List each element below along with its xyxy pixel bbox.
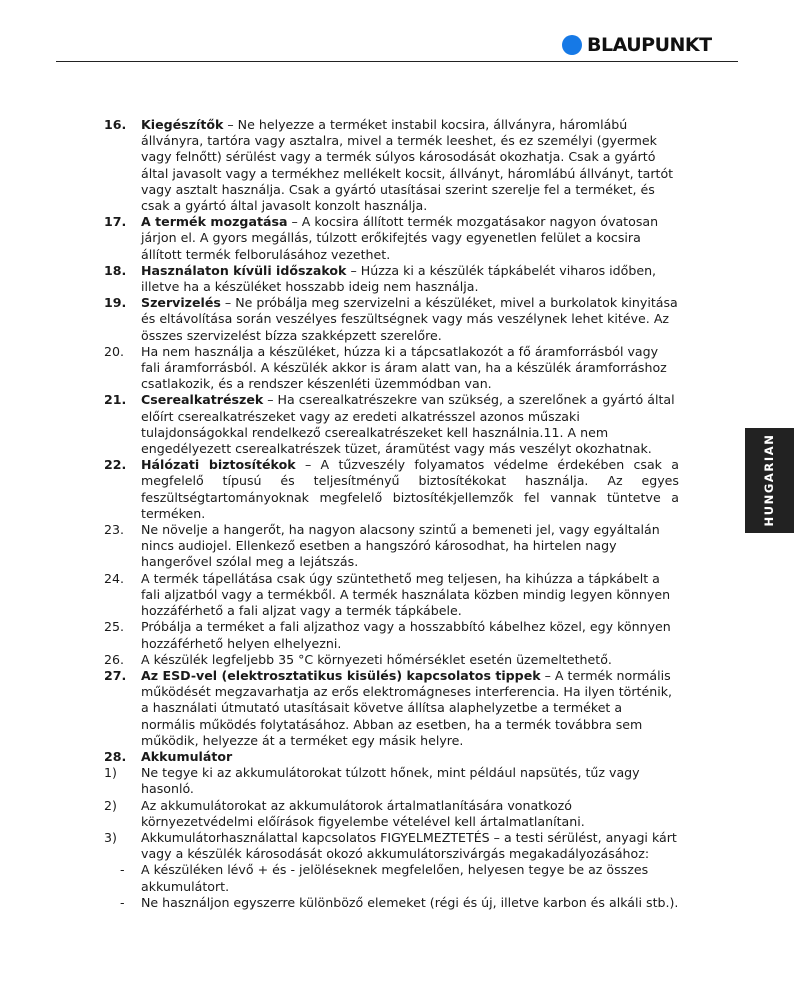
item-title: Az ESD-vel (elektrosztatikus kisülés) kapcsolatos tippek [141,667,541,683]
list-item [0,749,794,765]
list-item [0,263,794,295]
list-item [0,522,794,571]
item-number: 17. [104,214,127,230]
item-number: 27. [104,667,127,683]
item-text: Ha nem használja a készüléket, húzza ki a tápcsatlakozót a fő áramforrásból vagy fali áramforrásból. A készülék akkor is áram alatt van, ha a készülék áramforráshoz csatlakozik, és a rendszer készenléti üzemmódban van. [141,343,667,392]
item-number: 23. [104,522,125,538]
list-item [0,652,794,668]
sub-list-item [0,830,794,862]
item-number: 28. [104,748,127,764]
item-title: Akkumulátor [141,748,233,764]
list-item [0,295,794,344]
brand-name: BLAUPUNKT [587,34,712,56]
page-header [0,0,794,62]
item-text: Próbálja a terméket a fali aljzathoz vagy a hosszabbító kábelhez közel, egy könnyen hozzáférhető helyen elhelyezni. [141,619,671,651]
bullet-marker: - [120,894,125,910]
item-number: 21. [104,392,127,408]
list-item [0,214,794,263]
item-number: 19. [104,295,127,311]
sub-list-item [0,798,794,830]
item-title: Kiegészítők [141,117,224,132]
list-item [0,619,794,651]
item-title: Cserealkatrészek [141,392,264,408]
item-number: 25. [104,619,125,635]
item-text: – Húzza ki a készülék tápkábelét viharos időben, illetve ha a készüléket hosszabb ideig nem használja. [141,262,657,295]
list-item [0,344,794,393]
safety-instructions [0,117,794,911]
brand-logo [562,32,712,58]
item-text: – A tűzveszély folyamatos védelme érdekében csak a megfelelő típusú és teljesítményű biztosítékokat használja. Az egyes feszültségtartományoknak megfelelő biztosítékjellemzők fel vannak tüntetve a terméken. [141,457,679,521]
brand-dot-icon [562,35,582,55]
header-divider [56,61,738,62]
item-text: Ne növelje a hangerőt, ha nagyon alacsony szintű a bemeneti jel, vagy egyáltalán nincs audiojel. Ellenkező esetben a hangszóró károsodhat, ha hirtelen nagy hangerővel szólal meg a lejátszás. [141,522,660,570]
item-number: 26. [104,651,125,667]
item-number: 22. [104,457,127,473]
item-text: – Ne helyezze a terméket instabil kocsira, állványra, háromlábú állványra, tartóra vagy asztalra, mivel a termék leeshet, és ez személyi (gyermek vagy felnőtt) sérülést vagy a termék súlyos károsodását okozhatja. Csak a gyártó által javasolt vagy a termékhez mellékelt kocsit, állványt, háromlábú állványt, tartót vagy asztalt használja. Csak a gyártó utasításai szerint szerelje fel a terméket, és csak a gyártó által javasolt konzolt használja. [141,117,674,214]
item-text: A készülék legfeljebb 35 °C környezeti hőmérséklet esetén üzemeltethető. [141,651,612,667]
item-text: – Ne próbálja meg szervizelni a készüléket, mivel a burkolatok kinyitása és eltávolítása során veszélyes feszültségnek vagy más veszélynek lehet kitéve. Az összes szervizelést bízza szakképzett szerelőre. [141,295,678,343]
item-title: A termék mozgatása [141,214,288,230]
item-text: – A kocsira állított termék mozgatásakor nagyon óvatosan járjon el. A gyors megállás, túlzott erőkifejtés vagy egyenetlen felület a kocsira állított termék felborulásához vezethet. [141,214,659,262]
item-number: 18. [104,262,127,278]
bullet-item [0,862,794,894]
list-item [0,457,794,522]
sub-item-number: 2) [104,797,117,813]
item-title: Szervizelés [141,295,221,311]
item-text: – A termék normális működését megzavarhatja az erős elektromágneses interferencia. Ha ilyen történik, a használati útmutató utasításait követve állítsa alaphelyzetbe a terméket a normális működés folytatásához. Abban az esetben, ha a termék továbbra sem működik, helyezze át a terméket egy másik helyre. [141,667,673,748]
sub-item-text: Az akkumulátorokat az akkumulátorok ártalmatlanítására vonatkozó környezetvédelmi előírások figyelembe vételével kell ártalmatlanítani. [141,797,585,829]
list-item [0,668,794,749]
language-tab-label: HUNGARIAN [762,433,776,527]
item-text: – Ha cserealkatrészekre van szükség, a szerelőnek a gyártó által előírt cserealkatrészeket vagy az eredeti alkatrésszel azonos műszaki tulajdonságokkal rendelkező cserealkatrészeket kell használnia.11. A nem engedélyezett cserealkatrészek tüzet, áramütést vagy más veszélyt okozhatnak. [141,392,675,457]
bullet-item [0,895,794,911]
bullet-text: A készüléken lévő + és - jelöléseknek megfelelően, helyesen tegye be az összes akkumulátort. [141,862,649,894]
item-number: 20. [104,343,125,359]
sub-item-number: 3) [104,829,117,845]
item-title: Hálózati biztosítékok [141,457,296,473]
list-item [0,392,794,457]
sub-item-text: Ne tegye ki az akkumulátorokat túlzott hőnek, mint például napsütés, tűz vagy hasonló. [141,765,640,797]
item-number: 24. [104,570,125,586]
item-title: Használaton kívüli időszakok [141,262,347,278]
list-item [0,117,794,214]
sub-item-text: Akkumulátorhasználattal kapcsolatos FIGYELMEZTETÉS – a testi sérülést, anyagi kárt vagy a készülék károsodását okozó akkumulátorszivárgás megakadályozásához: [141,829,677,862]
item-number: 16. [104,117,127,132]
sub-item-number: 1) [104,765,117,781]
sub-list-item [0,765,794,797]
bullet-marker: - [120,862,125,878]
item-text: A termék tápellátása csak úgy szüntethető meg teljesen, ha kihúzza a tápkábelt a fali aljzatból vagy a termékből. A termék használata közben mindig legyen könnyen hozzáférhető a fali aljzat vagy a termék tápkábele. [141,570,671,619]
list-item [0,571,794,620]
bullet-text: Ne használjon egyszerre különböző elemeket (régi és új, illetve karbon és alkáli stb.). [141,894,679,910]
